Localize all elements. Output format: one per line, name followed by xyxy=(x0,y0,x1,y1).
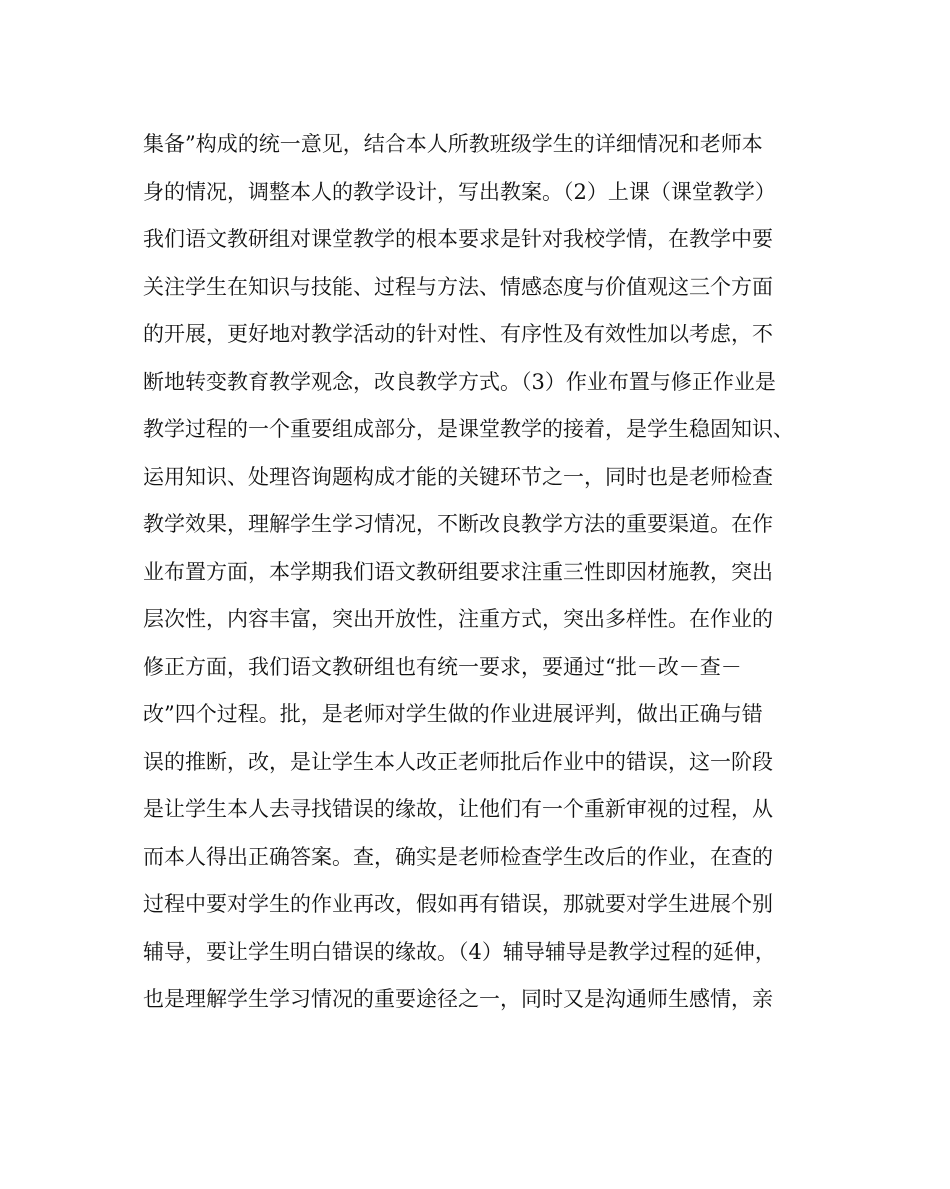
text-line: 而本人得出正确答案。查，确实是老师检查学生改后的作业，在查的 xyxy=(143,844,773,869)
text-line: 教学过程的一个重要组成部分，是课堂教学的接着，是学生稳固知识、 xyxy=(143,417,794,441)
text-line: 运用知识、处理咨询题构成才能的关键环节之一，同时也是老师检查 xyxy=(143,464,773,489)
text-line: 集备”构成的统一意见，结合本人所教班级学生的详细情况和老师本 xyxy=(143,132,763,156)
text-line: 层次性，内容丰富，突出开放性，注重方式，突出多样性。在作业的 xyxy=(143,607,773,631)
text-line: 改”四个过程。批，是老师对学生做的作业进展评判，做出正确与错 xyxy=(143,702,763,726)
text-line: 关注学生在知识与技能、过程与方法、情感态度与价值观这三个方面 xyxy=(143,274,773,299)
text-line: 误的推断，改，是让学生本人改正老师批后作业中的错误，这一阶段 xyxy=(143,749,773,774)
text-line: 业布置方面，本学期我们语文教研组要求注重三性即因材施教，突出 xyxy=(143,559,773,584)
text-line: 断地转变教育教学观念，改良教学方式。（3）作业布置与修正作业是 xyxy=(143,369,776,394)
text-line: 修正方面，我们语文教研组也有统一要求，要通过“批－改－查－ xyxy=(143,654,742,679)
text-line: 教学效果，理解学生学习情况，不断改良教学方法的重要渠道。在作 xyxy=(143,512,773,536)
text-line: 身的情况，调整本人的教学设计，写出教案。（2）上课（课堂教学） xyxy=(143,179,776,204)
text-line: 我们语文教研组对课堂教学的根本要求是针对我校学情，在教学中要 xyxy=(143,227,773,251)
text-line: 过程中要对学生的作业再改，假如再有错误，那就要对学生进展个别 xyxy=(143,892,773,916)
text-line: 也是理解学生学习情况的重要途径之一，同时又是沟通师生感情，亲 xyxy=(143,987,773,1011)
text-line: 辅导，要让学生明白错误的缘故。（4）辅导辅导是教学过程的延伸， xyxy=(143,939,776,964)
text-line: 是让学生本人去寻找错误的缘故，让他们有一个重新审视的过程，从 xyxy=(143,797,773,821)
text-line: 的开展，更好地对教学活动的针对性、有序性及有效性加以考虑，不 xyxy=(143,322,773,346)
body-text xyxy=(143,121,823,1024)
